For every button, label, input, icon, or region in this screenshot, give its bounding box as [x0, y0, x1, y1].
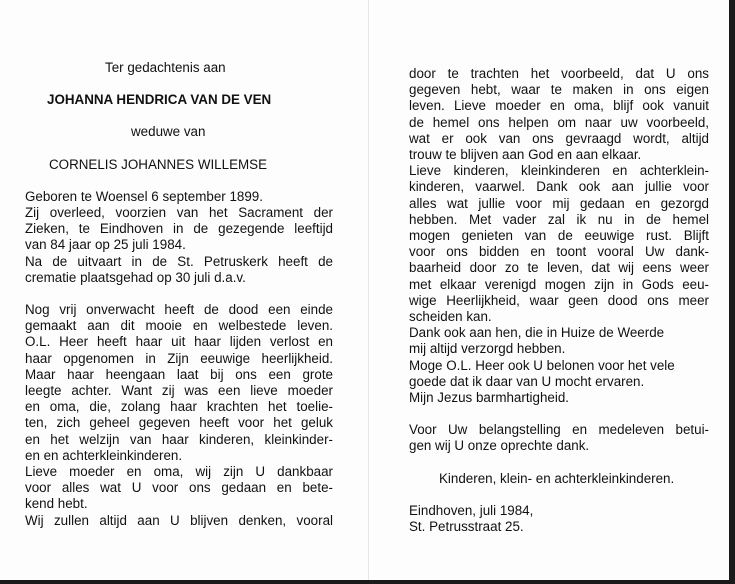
thanks-line: gen wij U onze oprechte dank.: [409, 438, 590, 454]
text-line: Maar haar heengaan laat bij ons een grote: [25, 366, 333, 382]
bio-line: Geboren te Woensel 6 september 1899.: [25, 188, 263, 204]
text-line: wige Heerlijkheid, waar geen dood ons meer: [409, 292, 709, 308]
thanks-block: [409, 422, 709, 454]
text-line: O.L. Heer heeft haar uit haar lijden verlost en: [25, 334, 333, 350]
text-line: leven. Lieve moeder en oma, blijf ook vanuit: [409, 98, 709, 114]
text-line: baarheid door zo te leven, dat wij eens weer: [409, 260, 709, 276]
text-line: leegte achter. Want zij was een lieve moeder: [25, 383, 333, 399]
text-line: mij altijd verzorgd hebben.: [409, 341, 566, 357]
text-line: Nog vrij onverwacht heeft de dood een einde: [25, 302, 333, 318]
bio-block: [25, 189, 333, 286]
address: St. Petrusstraat 25.: [409, 519, 524, 535]
bio-line: Zieken, te Eindhoven in de gezegende leeftijd: [25, 221, 333, 237]
tribute-text-right: [409, 66, 709, 406]
text-line: wat er ook van ons gevraagd wordt, altijd: [409, 130, 709, 146]
bio-line: crematie plaatsgehad op 30 juli d.a.v.: [25, 269, 246, 285]
text-line: Mijn Jezus barmhartigheid.: [409, 390, 570, 406]
text-line: scheiden kan.: [409, 309, 492, 325]
text-line: met elkaar verenigd mogen zijn in Gods eeu-: [409, 276, 709, 292]
text-line: trouw te blijven aan God en aan elkaar.: [409, 147, 642, 163]
spouse-name: CORNELIS JOHANNES WILLEMSE: [49, 156, 268, 172]
text-line: de hemel ons helpen om naar uw voorbeeld,: [409, 114, 709, 130]
text-line: en en achterkleinkinderen.: [25, 447, 183, 463]
text-line: haar opgenomen in Zijn eeuwige heerlijkheid.: [25, 350, 333, 366]
signature-line: Kinderen, klein- en achterkleinkinderen.: [439, 470, 675, 486]
text-line: mogen genieten van de eeuwige rust. Blijft: [409, 228, 709, 244]
text-line: hebben. Met vader zal ik nu in de hemel: [409, 211, 709, 227]
text-line: en het welzijn van haar kinderen, kleinkinder-: [25, 431, 333, 447]
intro-line: Ter gedachtenis aan: [105, 60, 226, 75]
text-line: en oma, die, zolang haar krachten het toelie-: [25, 399, 333, 415]
fold-line: [368, 0, 369, 584]
text-line: kend hebt.: [25, 496, 88, 512]
text-line: Dank ook aan hen, die in Huize de Weerde: [409, 325, 665, 341]
text-line: door te trachten het voorbeeld, dat U ons: [409, 66, 709, 81]
text-line: gemaakt aan dit mooie en welbestede leven.: [25, 318, 333, 334]
thanks-line: Voor Uw belangstelling en medeleven betui-: [409, 422, 709, 438]
left-panel: [25, 60, 333, 529]
text-line: Lieve kinderen, kleinkinderen en achterklein-: [409, 163, 709, 179]
text-line: Moge O.L. Heer ook U belonen voor het vele: [409, 357, 675, 373]
text-line: voor ons bidden en toont vooral Uw dank-: [409, 244, 709, 260]
bio-line: Na de uitvaart in de St. Petruskerk heeft de: [25, 253, 333, 269]
scan-edge-bottom: [0, 580, 735, 584]
text-line: Lieve moeder en oma, wij zijn U dankbaar: [25, 464, 333, 480]
bio-line: Zij overleed, voorzien van het Sacrament der: [25, 205, 333, 221]
relation-line: weduwe van: [131, 124, 206, 140]
text-line: alles wat jullie voor mij gedaan en gezorgd: [409, 195, 709, 211]
text-line: voor alles wat U voor ons gedaan en bete-: [25, 480, 333, 496]
scan-edge-right: [729, 0, 735, 584]
tribute-text-left: [25, 302, 333, 529]
text-line: ten, zich geheel gegeven heeft voor het geluk: [25, 415, 333, 431]
text-line: kinderen, vaarwel. Dank ook aan jullie voor: [409, 179, 709, 195]
text-line: Wij zullen altijd aan U blijven denken, vooral: [25, 512, 333, 528]
place-date: Eindhoven, juli 1984,: [409, 502, 534, 518]
deceased-name: JOHANNA HENDRICA VAN DE VEN: [47, 92, 272, 108]
bio-line: van 84 jaar op 25 juli 1984.: [25, 237, 186, 253]
text-line: goede dat ik daar van U mocht ervaren.: [409, 373, 645, 389]
right-panel: [409, 66, 709, 535]
text-line: gegeven hebt, waar te maken in ons eigen: [409, 82, 709, 98]
